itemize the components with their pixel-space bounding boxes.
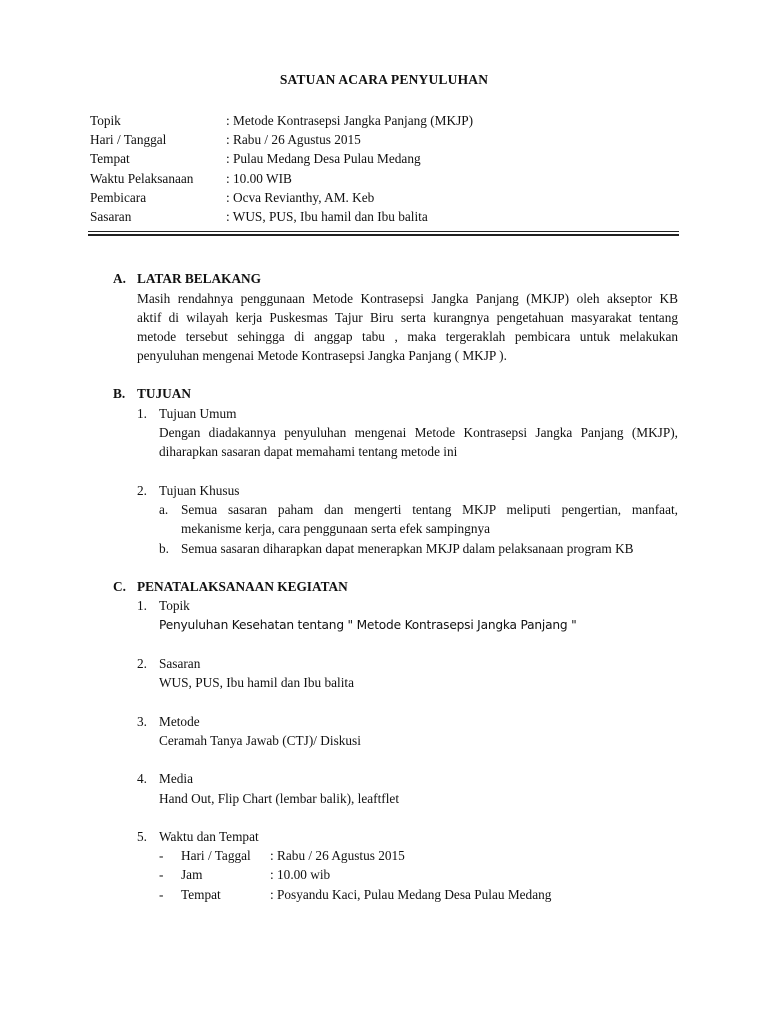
- paragraph-line: Semua sasaran diharapkan dapat menerapkan MKJP dalam pelaksanaan program KB: [181, 541, 634, 556]
- item-heading: Tujuan Umum: [159, 406, 237, 421]
- document-title: SATUAN ACARA PENYULUHAN: [279, 72, 489, 87]
- item-number: 2.: [137, 656, 147, 671]
- info-value-sasaran: : WUS, PUS, Ibu hamil dan Ibu balita: [226, 209, 428, 224]
- paragraph-line: diharapkan sasaran dapat memahami tentang metode ini: [159, 444, 458, 459]
- paragraph-line: penyuluhan mengenai Metode Kontrasepsi Jangka Panjang ( MKJP ).: [137, 348, 507, 363]
- item-number: 4.: [137, 771, 147, 786]
- section-letter: A.: [113, 271, 126, 286]
- section-title: TUJUAN: [137, 386, 191, 401]
- detail-label: Hari / Taggal: [181, 848, 251, 863]
- detail-value: : Rabu / 26 Agustus 2015: [270, 848, 405, 863]
- detail-label: Jam: [181, 867, 203, 882]
- subitem-letter: a.: [159, 502, 169, 517]
- item-number: 2.: [137, 483, 147, 498]
- item-heading: Waktu dan Tempat: [159, 829, 259, 844]
- item-text: Penyuluhan Kesehatan tentang " Metode Kontrasepsi Jangka Panjang ": [159, 618, 577, 632]
- paragraph-line: metode tersebut sehingga di anggap tabu , maka tergeraklah pembicara untuk melakukan: [137, 329, 678, 344]
- info-value-tempat: : Pulau Medang Desa Pulau Medang: [226, 151, 421, 166]
- divider-thin: [88, 231, 679, 232]
- info-value-waktu: : 10.00 WIB: [226, 171, 292, 186]
- item-heading: Tujuan Khusus: [159, 483, 240, 498]
- info-label-tempat: Tempat: [90, 151, 130, 166]
- info-value-hari-tanggal: : Rabu / 26 Agustus 2015: [226, 132, 361, 147]
- item-number: 1.: [137, 406, 147, 421]
- paragraph-line: Semua sasaran paham dan mengerti tentang MKJP meliputi pengertian, manfaat,: [181, 502, 678, 517]
- section-title: LATAR BELAKANG: [137, 271, 261, 286]
- item-heading: Topik: [159, 598, 190, 613]
- detail-label: Tempat: [181, 887, 221, 902]
- section-letter: B.: [113, 386, 126, 401]
- info-value-pembicara: : Ocva Revianthy, AM. Keb: [226, 190, 375, 205]
- info-label-waktu: Waktu Pelaksanaan: [90, 171, 194, 186]
- section-letter: C.: [113, 579, 126, 594]
- section-title: PENATALAKSANAAN KEGIATAN: [137, 579, 348, 594]
- item-heading: Media: [159, 771, 193, 786]
- detail-value: : 10.00 wib: [270, 867, 331, 882]
- info-label-hari-tanggal: Hari / Tanggal: [90, 132, 167, 147]
- detail-dash: -: [159, 848, 164, 863]
- detail-dash: -: [159, 867, 164, 882]
- item-text: Ceramah Tanya Jawab (CTJ)/ Diskusi: [159, 733, 361, 748]
- item-text: Hand Out, Flip Chart (lembar balik), leaftflet: [159, 791, 400, 806]
- divider-thick: [88, 234, 679, 236]
- item-number: 5.: [137, 829, 147, 844]
- item-number: 1.: [137, 598, 147, 613]
- info-label-pembicara: Pembicara: [90, 190, 147, 205]
- detail-dash: -: [159, 887, 164, 902]
- paragraph-line: Masih rendahnya penggunaan Metode Kontrasepsi Jangka Panjang (MKJP) oleh akseptor KB: [137, 291, 678, 306]
- paragraph-line: aktif di wilayah kerja Puskesmas Tajur Biru serta kurangnya pengetahuan masyarakat tentang: [137, 310, 678, 325]
- paragraph-line: Dengan diadakannya penyuluhan mengenai Metode Kontrasepsi Jangka Panjang (MKJP),: [159, 425, 678, 440]
- item-heading: Sasaran: [159, 656, 201, 671]
- info-label-topik: Topik: [90, 113, 121, 128]
- info-value-topik: : Metode Kontrasepsi Jangka Panjang (MKJP): [226, 113, 474, 128]
- detail-value: : Posyandu Kaci, Pulau Medang Desa Pulau Medang: [270, 887, 552, 902]
- info-label-sasaran: Sasaran: [90, 209, 132, 224]
- item-number: 3.: [137, 714, 147, 729]
- subitem-letter: b.: [159, 541, 169, 556]
- item-text: WUS, PUS, Ibu hamil dan Ibu balita: [159, 675, 354, 690]
- paragraph-line: mekanisme kerja, cara penggunaan serta efek sampingnya: [181, 521, 491, 536]
- item-heading: Metode: [159, 714, 200, 729]
